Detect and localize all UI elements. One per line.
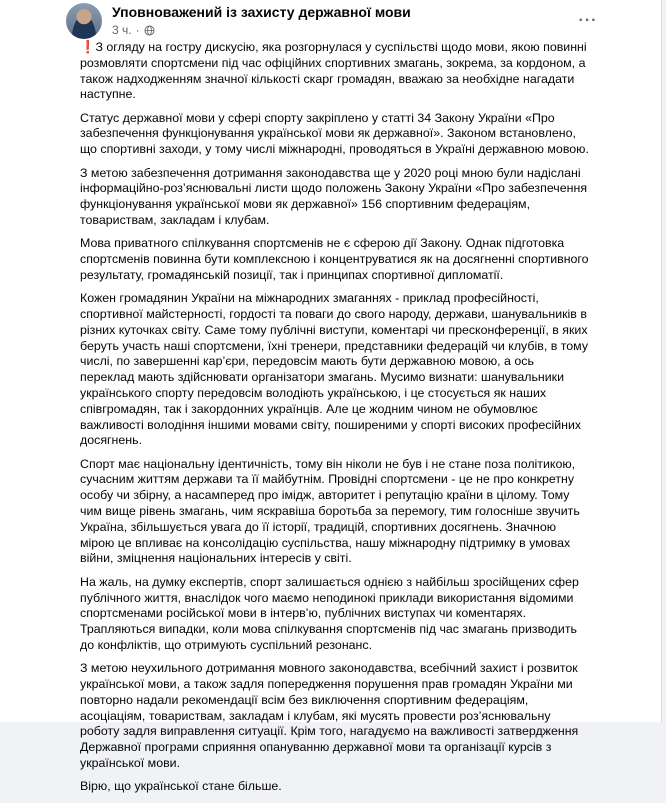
post-paragraph-8: З метою неухильного дотримання мовного законодавства, всебічний захист і розвиток української мови, а також задля попередження порушення прав громадян України ми повторно надали рекомендації всім без виключення спортивним федераціям, асоціаціям, товариствам, закладам і клубам, які мусять провести роз’яснювальну роботу задля виправлення ситуації. Крім того, нагадуємо на важливості затвердження Державної програми сприяння опануванню державної мови та організації курсів з української мови.	[80, 661, 579, 770]
globe-icon	[144, 25, 155, 36]
post-paragraph-6: Спорт має національну ідентичність, тому він ніколи не був і не стане поза політикою, сучасним життям держави та її майбутнім. Провідні спортсмени - це не про конкретну особу чи збірну, а насамперед про імідж, авторитет і репутацію країни в цілому. Тому чим вище рівень змагань, чим яскравіша боротьба за перемогу, тим голосніше звучить Україна, збільшується увага до її історії, традицій, спортивних досягнень. Значною мірою це впливає на консолідацію суспільства, нашу міжнародну підтримку в умовах війни, зміцнення національних інтересів у світі.	[80, 456, 580, 566]
post-paragraph-2: Статус державної мови у сфері спорту закріплено у статті 34 Закону України «Про забезпечення функціонування української мови як державної». Законом встановлено, що спортивні заходи, у тому числі міжнародні, проводяться в Україні державною мовою.	[80, 110, 589, 157]
exclamation-icon: ❗	[80, 40, 96, 54]
author-name[interactable]: Уповноважений із захисту державної мови	[112, 4, 411, 20]
post-paragraph-7: На жаль, на думку експертів, спорт залишається однією з найбільш зросійщених сфер публічного життя, внаслідок чого маємо неподинокі приклади використання відомими спортсменами російської мови в інтерв’ю, публічних виступах чи коментарях. Трапляються випадки, коли мова спілкування спортсменів під час змагань призводить до конфліктів, що отримують суспільний резонанс.	[80, 574, 579, 652]
author-avatar[interactable]	[66, 3, 102, 39]
post-header	[0, 0, 661, 44]
post-paragraph-5: Кожен громадянин України на міжнародних змаганнях - приклад професійності, спортивної майстерності, гордості та поваги до свого народу, держави, шанувальників в різних куточках світу. Саме тому публічні виступи, коментарі чи пресконференції, в яких беруть участь наші спортсмени, їхні тренери, представники федерацій чи клубів, в тому числі, по завершенні кар’єри, передовсім мають бути державною мовою, а ось переклад мають здійснювати організатори змагань. Мусимо визнати: шанувальники українського спорту передовсім володіють українською, і це стосується як наших співгромадян, так і закордонних українців. Але це жодним чином не обумовлює важливості володіння іншими мовами світу, поширеними у спорті високих професійних досягнень.	[80, 291, 589, 448]
more-options-icon[interactable]: ···	[578, 12, 598, 29]
post-meta: 3 ч. ·	[112, 23, 155, 37]
post-paragraph-4: Мова приватного спілкування спортсменів не є сферою дії Закону. Однак підготовка спортсменів повинна бути комплексною і концентруватися як на досягненні спортивного результату, громадянській позиції, так і принципах спортивної дипломатії.	[80, 236, 589, 282]
post-paragraph-9: Вірю, що української стане більше.	[80, 779, 282, 794]
post-paragraph-1: ❗З огляду на гостру дискусію, яка розгорнулася у суспільстві щодо мови, якою повинні розмовляти спортсмени під час офіційних спортивних змагань, зокрема, за кордоном, а також надходженням значної кількості скарг громадян, вважаю за необхідне нагадати наступне.	[80, 40, 587, 102]
post-body	[80, 40, 590, 803]
post-paragraph-3: З метою забезпечення дотримання законодавства ще у 2020 році мною були надіслані інформаційно-роз’яснювальні листи щодо положень Закону України «Про забезпечення функціонування української мови як державної» 156 спортивним федераціям, товариствам, закладам і клубам.	[80, 165, 588, 227]
post-timestamp[interactable]: 3 ч.	[112, 23, 132, 37]
